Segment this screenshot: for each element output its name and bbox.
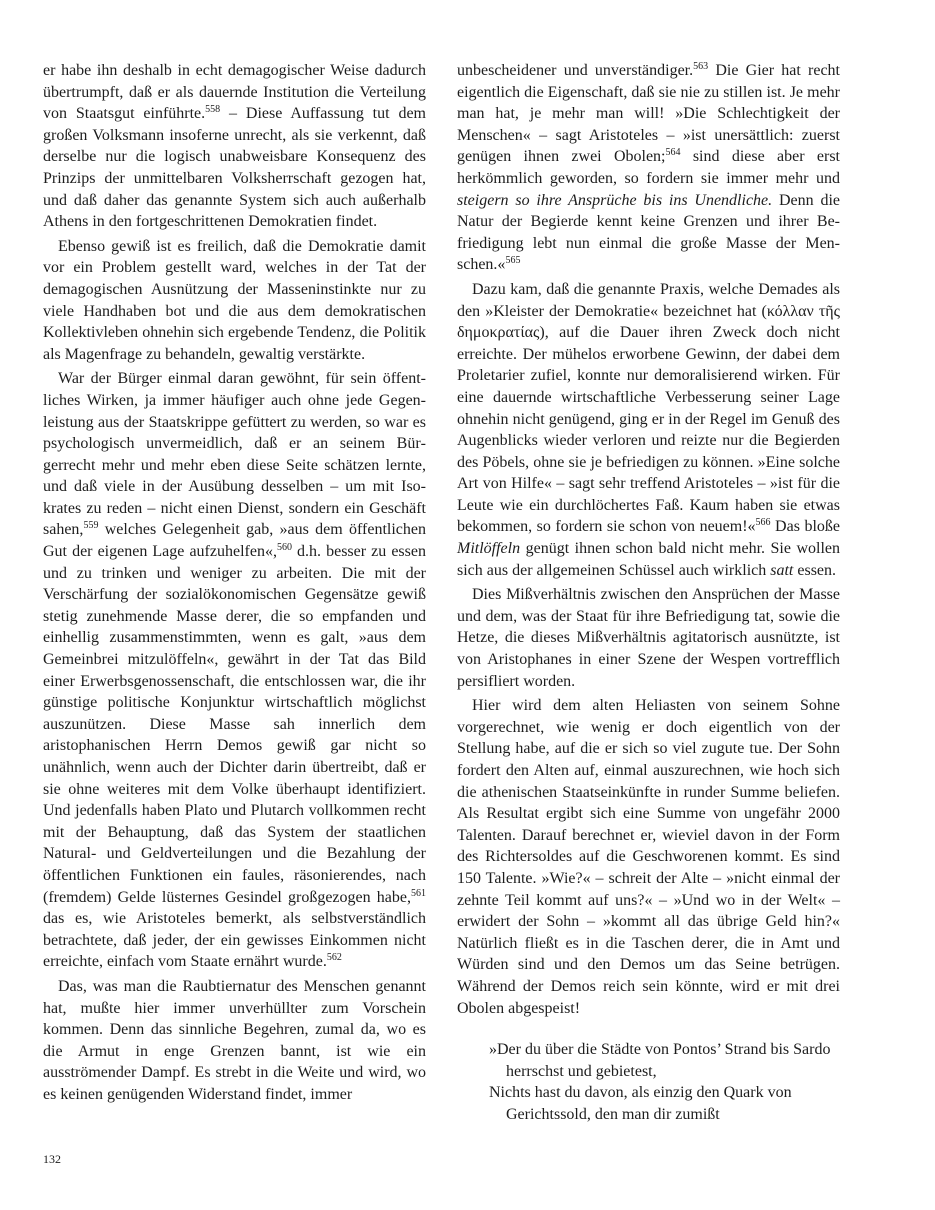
text-run: Das bloße [770,518,840,536]
text-run: Die Gier hat recht eigentlich die Eigenschaft, daß sie nie zu stillen ist. Je mehr man hat, je mehr man will! »Die Schlechtigkeit der Menschen« – sagt Aristoteles – »ist unersättlich: zuerst genügen ihnen zwei Obolen; [457,62,841,166]
text-run: sind diese aber erst herkömmlich geworden, so fordern sie immer mehr und [457,148,841,187]
text-run: genügt ihnen schon bald nicht mehr. Sie wollen sich aus der allgemeinen Schüssel auch wirklich [457,540,840,579]
text-run: – Diese Auffassung tut dem großen Volksmann insoferne unrecht, als sie verkennt, daß derselbe nur die logisch unabweisbare Konsequenz des Prinzips der unmittelbaren Volksherrschaft gezogen hat, und daß daher das genannte System sich auch außerhalb Athens in den fortgeschrittenen Demokratien findet. [43,105,426,231]
paragraph [457,279,840,581]
footnote-ref: 563 [693,61,709,72]
text-run: unbescheidener und unverständiger. [457,62,694,79]
footnote-ref: 559 [83,520,99,532]
footnote-ref: 564 [665,147,681,159]
verse-line: herrschst und gebietest, [506,1062,657,1080]
paragraph: Hier wird dem alten Heliasten von seinem Sohne vorgerechnet, wie wenig er doch eigentlich von der Stellung habe, auf die er sich so viel zugute tue. Der Sohn fordert den Alten auf, einmal auszurechnen, wie hoch sich die athenischen Staatseinkünfte in runder Summe beliefen. Als Resultat ergibt sich eine Summe von ungefähr 2000 Talenten. Darauf berechnet er, wieviel davon in der Form des Richtersoldes auf die Geschworenen kommt. Es sind 150 Talente. »Wie?« – schreit der Alte – »nicht einmal der zehnte Teil kommt auf uns?« – »Und wo in der Welt« – erwidert der Sohn – »kommt all das übrige Geld hin?« Natürlich fließt es in die Taschen derer, die in Amt und Würden sind und den Demos um das Seine betrügen. Während der Demos reich sein könnte, wird er mit drei Obolen abgespeist! [457,697,840,1017]
italic-text: satt [770,561,794,579]
right-column [457,60,840,1126]
verse-line: Nichts hast du davon, als einzig den Quark von [489,1084,792,1102]
text-run: er habe ihn deshalb in echt demagogischer Weise dadurch übertrumpft, daß er als dauernde Institution die Verteilung von Staatsgut einführte. [43,62,426,123]
verse-line: Gerichtssold, den man dir zumißt [506,1105,720,1123]
paragraph: Ebenso gewiß ist es freilich, daß die Demokratie damit vor ein Problem gestellt ward, welches in der Tat der demagogischen Ausnützung der Masseninstinkte nur zu viele Handhaben bot und die aus dem demokratischen Kollektivleben ohnehin sich ergebende Tendenz, die Politik als Magenfrage zu behandeln, gewaltig verstärkte. [43,237,426,363]
left-column [43,60,426,1106]
footnote-ref: 565 [505,255,521,267]
italic-text: Mitlöffeln [457,540,521,558]
footnote-ref: 562 [326,952,342,964]
footnote-ref: 561 [411,887,426,899]
paragraph [43,60,426,233]
paragraph [457,60,840,276]
text-run: das es, wie Aristoteles bemerkt, als selbstverständlich betrachtete, daß jeder, der ein gewisses Einkommen nicht erreichte, einfach vom Staate ernährt wurde. [43,910,426,971]
footnote-ref: 558 [205,104,221,116]
paragraph [43,368,426,973]
text-run: essen. [793,561,837,579]
text-run: d.h. besser zu essen und zu trinken und weniger zu arbeiten. Die mit der Verschärfung der sozialökonomischen Gegensätze gewiß stetig zunehmende Masse derer, die so empfanden und einhellig zusammenstimmten, wenn es galt, »aus dem Gemeinbrei mitzulöffeln«, gewährt in der Tat das Bild einer Erwerbsgenossenschaft, die entschlossen war, die ihr günstige politische Konjunktur wirtschaftlich möglichst auszunützen. Diese Masse sah innerlich dem aristophanischen Herrn Demos gewiß gar nicht so unähnlich, wenn auch der Dichter darin übertreibt, daß er sie ohne weiteres mit dem Volke überhaupt identifiziert. Und jedenfalls haben Plato und Plutarch vollkommen recht mit der Behauptung, daß das System der staatlichen Natural- und Geldverteilungen und die Bezahlung der öffentlichen Funktionen ein faules, räsonierendes, nach (fremdem) Gelde lüsternes Gesindel großgezogen habe, [43,543,426,906]
paragraph: Dies Mißverhältnis zwischen den Ansprüchen der Masse und dem, was der Staat für ihre Befriedigung tat, sowie die Hetze, die dieses Mißverhältnis agitatorisch ausnützte, ist von Aristophanes in einer Szene der Wespen vortrefflich persifliert worden. [457,586,840,690]
text-run: War der Bürger einmal daran gewöhnt, für sein öffentliches Wirken, ja immer häufiger auch ohne jede Gegenleistung aus der Staatskrippe gefüttert zu werden, so war es psychologisch unvermeidlich, daß er an seinem Bürgerrecht mehr und mehr eben diese Seite schätzen lernte, und daß viele in der Ausübung desselben – um mit Isokrates zu reden – nicht einen Dienst, sondern ein Geschäft sahen, [43,370,426,539]
verse-line: »Der du über die Städte von Pontos’ Strand bis Sardo [489,1041,831,1059]
footnote-ref: 566 [755,517,771,529]
paragraph: Das, was man die Raubtiernatur des Menschen genannt hat, mußte hier immer unverhüllter zum Vorschein kommen. Denn das sinnliche Begehren, zumal da, wo es die Armut in enge Grenzen bannt, ist wie ein ausströmender Dampf. Es strebt in die Weite und wird, wo es keinen genügenden Widerstand findet, immer [43,977,426,1103]
text-run: welches Gelegenheit gab, »aus dem öffentlichen Gut der eigenen Lage aufzuhelfen«, [43,521,426,561]
italic-text: steigern so ihre Ansprüche bis ins Unendliche. [457,191,773,209]
page-number: 132 [43,1152,61,1166]
footnote-ref: 560 [276,542,292,554]
verse-quote [457,1039,840,1125]
text-run: Dazu kam, daß die genannte Praxis, welche Demades als den »Kleister der Demokratie« bezeichnet hat (κόλλαν τῆς δημοκρατίας), auf die Dauer ihren Zweck doch nicht erreichte. Der mühelos erworbene Gewinn, der dabei dem Proletarier zufiel, konnte nur demoralisierend wirken. Für eine dauernde wirtschaftliche Verbesserung seiner Lage ohnehin nicht genügend, ging er in der Regel im Genuß des Augenblicks wieder verloren und reizte nur die Begierden des Pöbels, ohne sie je befriedigen zu können. »Eine solche Art von Hilfe« – sagt sehr treffend Aristoteles – »ist für die Leute wie ein durchlöchertes Faß. Kaum haben sie etwas bekommen, so fordern sie schon von neuem!« [457,280,840,536]
text-run: Denn die Natur der Begierde kennt keine Grenzen und ihrer Befriedigung lebt nun einmal die große Masse der Menschen.« [457,191,841,274]
